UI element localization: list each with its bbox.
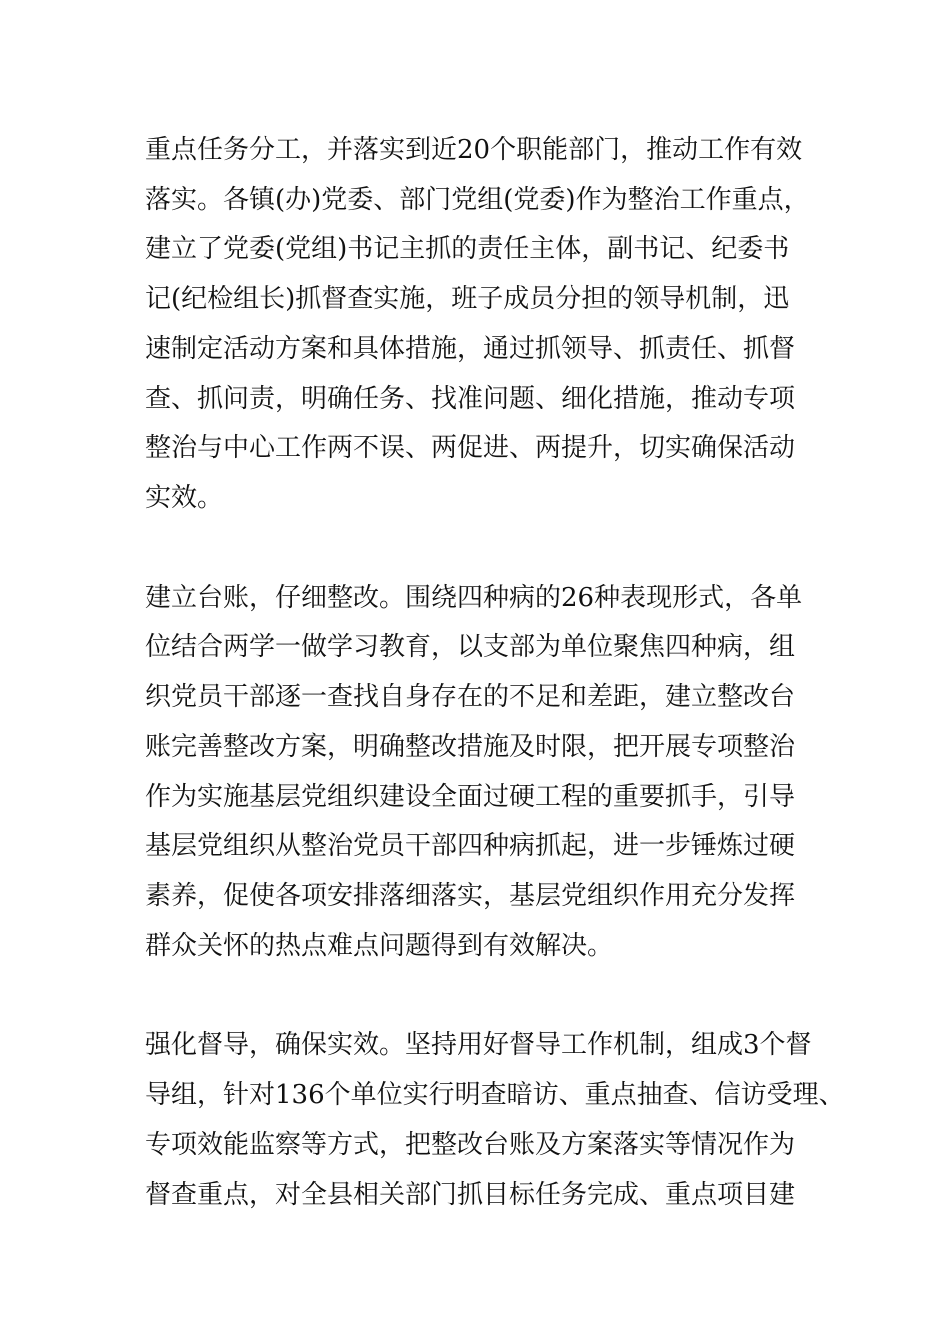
text-line: 素养，促使各项安排落细落实，基层党组织作用充分发挥 xyxy=(145,881,796,911)
text-line: 群众关怀的热点难点问题得到有效解决。 xyxy=(145,931,614,961)
text-line: 整治与中心工作两不误、两促进、两提升，切实确保活动 xyxy=(145,433,796,463)
text-line: 记(纪检组长)抓督查实施，班子成员分担的领导机制，迅 xyxy=(145,284,790,314)
text-line: 作为实施基层党组织建设全面过硬工程的重要抓手，引导 xyxy=(145,782,796,812)
text-line: 导组，针对136个单位实行明查暗访、重点抽查、信访受理、 xyxy=(145,1080,845,1110)
text-line: 强化督导，确保实效。坚持用好督导工作机制，组成3个督 xyxy=(145,1030,812,1060)
text-line: 督查重点，对全县相关部门抓目标任务完成、重点项目建 xyxy=(145,1180,796,1210)
text-line: 专项效能监察等方式，把整改台账及方案落实等情况作为 xyxy=(145,1130,796,1160)
text-line: 落实。各镇(办)党委、部门党组(党委)作为整治工作重点， xyxy=(145,185,810,215)
text-line: 实效。 xyxy=(145,483,224,513)
text-line: 速制定活动方案和具体措施，通过抓领导、抓责任、抓督 xyxy=(145,334,796,364)
text-line: 位结合两学一做学习教育，以支部为单位聚焦四种病，组 xyxy=(145,632,796,662)
text-line: 账完善整改方案，明确整改措施及时限，把开展专项整治 xyxy=(145,732,796,762)
text-line: 重点任务分工，并落实到近20个职能部门，推动工作有效 xyxy=(145,135,803,165)
text-line: 织党员干部逐一查找自身存在的不足和差距，建立整改台 xyxy=(145,682,796,712)
text-line: 建立了党委(党组)书记主抓的责任主体，副书记、纪委书 xyxy=(145,234,790,264)
text-line: 查、抓问责，明确任务、找准问题、细化措施，推动专项 xyxy=(145,384,796,414)
text-line: 基层党组织从整治党员干部四种病抓起，进一步锤炼过硬 xyxy=(145,831,796,861)
text-line: 建立台账，仔细整改。围绕四种病的26种表现形式，各单 xyxy=(145,583,803,613)
